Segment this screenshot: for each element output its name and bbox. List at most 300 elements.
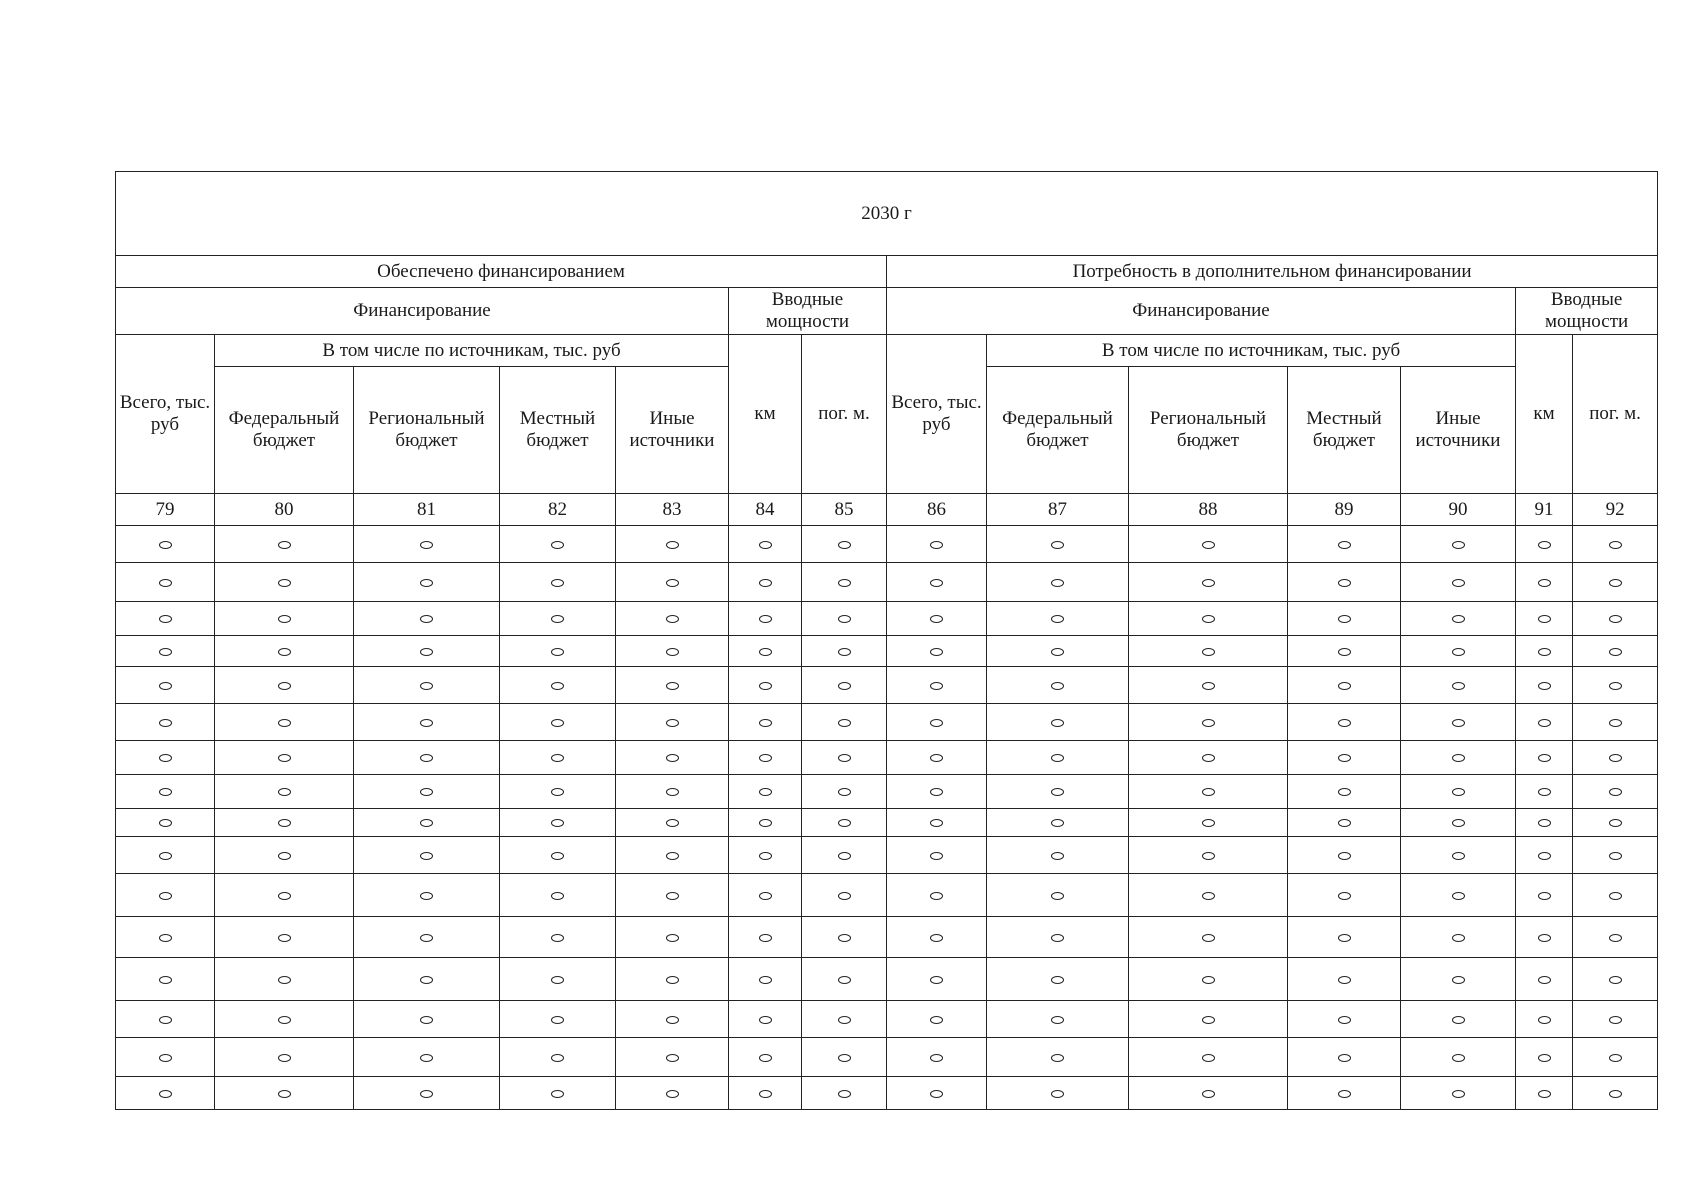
o-mark-icon bbox=[420, 819, 433, 827]
o-mark-icon bbox=[551, 682, 564, 690]
o-mark-icon bbox=[666, 719, 679, 727]
o-mark-icon bbox=[1609, 892, 1622, 900]
o-mark-icon bbox=[159, 682, 172, 690]
table-cell bbox=[215, 917, 354, 958]
table-cell bbox=[1401, 874, 1516, 917]
o-mark-icon bbox=[1609, 682, 1622, 690]
o-mark-icon bbox=[1538, 719, 1551, 727]
o-mark-icon bbox=[1202, 615, 1215, 623]
financing-table bbox=[115, 171, 1658, 1110]
o-mark-icon bbox=[1452, 788, 1465, 796]
table-cell bbox=[354, 563, 500, 602]
table-cell bbox=[1401, 741, 1516, 775]
table-cell bbox=[500, 526, 616, 563]
table-cell bbox=[1288, 874, 1401, 917]
table-cell bbox=[802, 1001, 887, 1038]
table-cell bbox=[1516, 741, 1573, 775]
table-cell bbox=[500, 741, 616, 775]
table-cell bbox=[729, 874, 802, 917]
table-row bbox=[116, 958, 1658, 1001]
o-mark-icon bbox=[1452, 754, 1465, 762]
table-cell bbox=[887, 636, 987, 667]
o-mark-icon bbox=[759, 1090, 772, 1098]
column-number: 89 bbox=[1288, 494, 1401, 526]
table-cell bbox=[215, 775, 354, 809]
col-regional-left: Региональный бюджет bbox=[354, 367, 500, 494]
table-cell bbox=[116, 1077, 215, 1110]
o-mark-icon bbox=[838, 541, 851, 549]
o-mark-icon bbox=[838, 852, 851, 860]
o-mark-icon bbox=[759, 852, 772, 860]
table-cell bbox=[354, 636, 500, 667]
table-cell bbox=[215, 809, 354, 837]
table-cell bbox=[1288, 1077, 1401, 1110]
table-cell bbox=[987, 602, 1129, 636]
year-title: 2030 г bbox=[116, 172, 1658, 256]
table-cell bbox=[1288, 837, 1401, 874]
table-cell bbox=[215, 636, 354, 667]
o-mark-icon bbox=[159, 1090, 172, 1098]
table-cell bbox=[500, 636, 616, 667]
table-cell bbox=[1573, 809, 1658, 837]
table-cell bbox=[1129, 917, 1288, 958]
o-mark-icon bbox=[1338, 541, 1351, 549]
col-local-right: Местный бюджет bbox=[1288, 367, 1401, 494]
table-row bbox=[116, 917, 1658, 958]
table-cell bbox=[1573, 636, 1658, 667]
column-number: 80 bbox=[215, 494, 354, 526]
table-cell bbox=[1401, 917, 1516, 958]
table-cell bbox=[887, 602, 987, 636]
capacity-header-right: Вводные мощности bbox=[1516, 288, 1658, 335]
table-cell bbox=[1129, 874, 1288, 917]
table-cell bbox=[887, 809, 987, 837]
o-mark-icon bbox=[1051, 1054, 1064, 1062]
o-mark-icon bbox=[666, 934, 679, 942]
col-local-left: Местный бюджет bbox=[500, 367, 616, 494]
table-cell bbox=[887, 775, 987, 809]
table-cell bbox=[729, 563, 802, 602]
table-cell bbox=[1288, 602, 1401, 636]
table-cell bbox=[802, 958, 887, 1001]
o-mark-icon bbox=[838, 892, 851, 900]
table-cell bbox=[116, 775, 215, 809]
table-cell bbox=[616, 874, 729, 917]
o-mark-icon bbox=[1051, 934, 1064, 942]
table-cell bbox=[215, 602, 354, 636]
table-cell bbox=[1288, 563, 1401, 602]
o-mark-icon bbox=[1051, 648, 1064, 656]
o-mark-icon bbox=[1338, 788, 1351, 796]
table-cell bbox=[354, 917, 500, 958]
o-mark-icon bbox=[278, 1016, 291, 1024]
o-mark-icon bbox=[1452, 648, 1465, 656]
o-mark-icon bbox=[1538, 1016, 1551, 1024]
col-km-right: км bbox=[1516, 335, 1573, 494]
o-mark-icon bbox=[1338, 579, 1351, 587]
table-cell bbox=[802, 602, 887, 636]
table-row bbox=[116, 563, 1658, 602]
o-mark-icon bbox=[1609, 579, 1622, 587]
table-cell bbox=[354, 667, 500, 704]
o-mark-icon bbox=[159, 1054, 172, 1062]
table-cell bbox=[1516, 874, 1573, 917]
o-mark-icon bbox=[1338, 976, 1351, 984]
table-row bbox=[116, 809, 1658, 837]
table-cell bbox=[802, 563, 887, 602]
col-pogm-left: пог. м. bbox=[802, 335, 887, 494]
table-cell bbox=[500, 667, 616, 704]
table-cell bbox=[1129, 1001, 1288, 1038]
table-cell bbox=[1401, 704, 1516, 741]
table-cell bbox=[354, 1038, 500, 1077]
table-cell bbox=[616, 563, 729, 602]
column-number: 85 bbox=[802, 494, 887, 526]
table-cell bbox=[802, 809, 887, 837]
o-mark-icon bbox=[1338, 1016, 1351, 1024]
o-mark-icon bbox=[420, 615, 433, 623]
o-mark-icon bbox=[1338, 648, 1351, 656]
o-mark-icon bbox=[159, 892, 172, 900]
table-cell bbox=[1401, 1001, 1516, 1038]
o-mark-icon bbox=[1338, 682, 1351, 690]
table-cell bbox=[987, 667, 1129, 704]
o-mark-icon bbox=[666, 579, 679, 587]
table-cell bbox=[616, 809, 729, 837]
table-row bbox=[116, 667, 1658, 704]
o-mark-icon bbox=[551, 819, 564, 827]
o-mark-icon bbox=[759, 579, 772, 587]
table-cell bbox=[1129, 958, 1288, 1001]
table-cell bbox=[1516, 667, 1573, 704]
column-number: 79 bbox=[116, 494, 215, 526]
table-cell bbox=[616, 1038, 729, 1077]
table-cell bbox=[1401, 667, 1516, 704]
o-mark-icon bbox=[551, 852, 564, 860]
table-cell bbox=[1288, 526, 1401, 563]
o-mark-icon bbox=[159, 615, 172, 623]
table-cell bbox=[729, 667, 802, 704]
table-cell bbox=[729, 602, 802, 636]
table-row bbox=[116, 602, 1658, 636]
o-mark-icon bbox=[1538, 819, 1551, 827]
table-cell bbox=[887, 667, 987, 704]
o-mark-icon bbox=[666, 648, 679, 656]
o-mark-icon bbox=[1338, 852, 1351, 860]
o-mark-icon bbox=[420, 976, 433, 984]
table-cell bbox=[1288, 775, 1401, 809]
table-cell bbox=[802, 775, 887, 809]
table-cell bbox=[802, 526, 887, 563]
col-total-right: Всего, тыс. руб bbox=[887, 335, 987, 494]
table-cell bbox=[616, 775, 729, 809]
table-cell bbox=[987, 958, 1129, 1001]
table-cell bbox=[1129, 741, 1288, 775]
table-cell bbox=[987, 563, 1129, 602]
col-other-left: Иные источники bbox=[616, 367, 729, 494]
col-other-right: Иные источники bbox=[1401, 367, 1516, 494]
table-cell bbox=[500, 809, 616, 837]
table-cell bbox=[1288, 917, 1401, 958]
table-cell bbox=[500, 704, 616, 741]
o-mark-icon bbox=[278, 579, 291, 587]
table-cell bbox=[729, 917, 802, 958]
table-cell bbox=[987, 874, 1129, 917]
table-cell bbox=[887, 741, 987, 775]
table-cell bbox=[500, 874, 616, 917]
o-mark-icon bbox=[551, 934, 564, 942]
table-cell bbox=[116, 602, 215, 636]
o-mark-icon bbox=[420, 648, 433, 656]
o-mark-icon bbox=[666, 819, 679, 827]
o-mark-icon bbox=[930, 754, 943, 762]
table-cell bbox=[1573, 602, 1658, 636]
o-mark-icon bbox=[930, 719, 943, 727]
table-cell bbox=[1288, 704, 1401, 741]
col-total-left: Всего, тыс. руб bbox=[116, 335, 215, 494]
table-cell bbox=[1288, 809, 1401, 837]
o-mark-icon bbox=[838, 648, 851, 656]
table-cell bbox=[116, 526, 215, 563]
o-mark-icon bbox=[930, 682, 943, 690]
table-cell bbox=[887, 958, 987, 1001]
table-row bbox=[116, 704, 1658, 741]
o-mark-icon bbox=[1538, 754, 1551, 762]
table-cell bbox=[500, 1077, 616, 1110]
col-federal-left: Федеральный бюджет bbox=[215, 367, 354, 494]
o-mark-icon bbox=[838, 579, 851, 587]
o-mark-icon bbox=[1338, 1090, 1351, 1098]
o-mark-icon bbox=[1538, 1090, 1551, 1098]
o-mark-icon bbox=[838, 934, 851, 942]
table-cell bbox=[616, 667, 729, 704]
table-cell bbox=[1573, 874, 1658, 917]
table-cell bbox=[1516, 1077, 1573, 1110]
o-mark-icon bbox=[1609, 934, 1622, 942]
table-cell bbox=[987, 741, 1129, 775]
table-cell bbox=[616, 837, 729, 874]
o-mark-icon bbox=[1538, 541, 1551, 549]
table-cell bbox=[729, 775, 802, 809]
o-mark-icon bbox=[159, 852, 172, 860]
o-mark-icon bbox=[1452, 1016, 1465, 1024]
o-mark-icon bbox=[1609, 719, 1622, 727]
table-cell bbox=[1129, 667, 1288, 704]
o-mark-icon bbox=[930, 579, 943, 587]
o-mark-icon bbox=[1202, 541, 1215, 549]
table-cell bbox=[1573, 704, 1658, 741]
table-cell bbox=[1288, 636, 1401, 667]
table-cell bbox=[1516, 775, 1573, 809]
table-cell bbox=[1516, 917, 1573, 958]
table-cell bbox=[887, 1038, 987, 1077]
table-cell bbox=[987, 704, 1129, 741]
table-cell bbox=[1401, 775, 1516, 809]
o-mark-icon bbox=[551, 648, 564, 656]
o-mark-icon bbox=[420, 754, 433, 762]
o-mark-icon bbox=[759, 682, 772, 690]
o-mark-icon bbox=[278, 934, 291, 942]
table-cell bbox=[215, 741, 354, 775]
by-sources-header-right: В том числе по источникам, тыс. руб bbox=[987, 335, 1516, 367]
table-cell bbox=[354, 526, 500, 563]
table-row bbox=[116, 1001, 1658, 1038]
table-cell bbox=[1288, 958, 1401, 1001]
o-mark-icon bbox=[1051, 682, 1064, 690]
table-cell bbox=[1129, 1038, 1288, 1077]
table-cell bbox=[1573, 1077, 1658, 1110]
o-mark-icon bbox=[551, 892, 564, 900]
table-cell bbox=[116, 837, 215, 874]
o-mark-icon bbox=[759, 892, 772, 900]
table-cell bbox=[987, 775, 1129, 809]
o-mark-icon bbox=[838, 1016, 851, 1024]
table-cell bbox=[616, 704, 729, 741]
o-mark-icon bbox=[930, 1090, 943, 1098]
o-mark-icon bbox=[1452, 615, 1465, 623]
table-cell bbox=[500, 1001, 616, 1038]
o-mark-icon bbox=[551, 788, 564, 796]
o-mark-icon bbox=[1609, 1090, 1622, 1098]
o-mark-icon bbox=[930, 976, 943, 984]
o-mark-icon bbox=[1538, 682, 1551, 690]
col-pogm-right: пог. м. bbox=[1573, 335, 1658, 494]
table-cell bbox=[729, 526, 802, 563]
table-row bbox=[116, 636, 1658, 667]
o-mark-icon bbox=[1051, 976, 1064, 984]
column-number: 86 bbox=[887, 494, 987, 526]
o-mark-icon bbox=[551, 579, 564, 587]
table-cell bbox=[215, 1001, 354, 1038]
table-cell bbox=[215, 563, 354, 602]
table-cell bbox=[1516, 602, 1573, 636]
o-mark-icon bbox=[1051, 788, 1064, 796]
o-mark-icon bbox=[759, 934, 772, 942]
financing-header-left: Финансирование bbox=[116, 288, 729, 335]
table-cell bbox=[802, 837, 887, 874]
capacity-header-left: Вводные мощности bbox=[729, 288, 887, 335]
o-mark-icon bbox=[838, 788, 851, 796]
o-mark-icon bbox=[420, 788, 433, 796]
o-mark-icon bbox=[930, 852, 943, 860]
table-cell bbox=[116, 636, 215, 667]
o-mark-icon bbox=[930, 1054, 943, 1062]
o-mark-icon bbox=[1202, 934, 1215, 942]
o-mark-icon bbox=[159, 754, 172, 762]
o-mark-icon bbox=[278, 892, 291, 900]
table-cell bbox=[1401, 809, 1516, 837]
o-mark-icon bbox=[759, 1054, 772, 1062]
o-mark-icon bbox=[930, 541, 943, 549]
table-cell bbox=[500, 837, 616, 874]
o-mark-icon bbox=[278, 1054, 291, 1062]
o-mark-icon bbox=[1051, 819, 1064, 827]
o-mark-icon bbox=[759, 788, 772, 796]
table-cell bbox=[1401, 602, 1516, 636]
table-cell bbox=[616, 636, 729, 667]
table-cell bbox=[729, 1077, 802, 1110]
o-mark-icon bbox=[1609, 976, 1622, 984]
table-cell bbox=[802, 1038, 887, 1077]
table-cell bbox=[215, 837, 354, 874]
table-cell bbox=[1288, 741, 1401, 775]
table-cell bbox=[1573, 917, 1658, 958]
table-cell bbox=[1401, 526, 1516, 563]
table-cell bbox=[1129, 775, 1288, 809]
table-row bbox=[116, 1038, 1658, 1077]
table-cell bbox=[987, 809, 1129, 837]
table-cell bbox=[802, 874, 887, 917]
table-cell bbox=[616, 1077, 729, 1110]
table-cell bbox=[987, 1077, 1129, 1110]
table-cell bbox=[987, 917, 1129, 958]
o-mark-icon bbox=[759, 754, 772, 762]
table-cell bbox=[887, 1001, 987, 1038]
table-cell bbox=[1401, 1038, 1516, 1077]
table-cell bbox=[887, 917, 987, 958]
o-mark-icon bbox=[666, 1090, 679, 1098]
table-cell bbox=[987, 526, 1129, 563]
table-cell bbox=[802, 741, 887, 775]
table-cell bbox=[354, 837, 500, 874]
table-cell bbox=[887, 704, 987, 741]
col-km-left: км bbox=[729, 335, 802, 494]
table-cell bbox=[887, 874, 987, 917]
table-cell bbox=[116, 1038, 215, 1077]
o-mark-icon bbox=[1338, 615, 1351, 623]
column-number-row bbox=[116, 494, 1658, 526]
table-cell bbox=[1573, 775, 1658, 809]
table-cell bbox=[1129, 636, 1288, 667]
table-cell bbox=[1288, 1001, 1401, 1038]
o-mark-icon bbox=[420, 852, 433, 860]
o-mark-icon bbox=[666, 754, 679, 762]
o-mark-icon bbox=[551, 1016, 564, 1024]
table-cell bbox=[1573, 526, 1658, 563]
o-mark-icon bbox=[1452, 682, 1465, 690]
table-cell bbox=[802, 917, 887, 958]
o-mark-icon bbox=[1538, 1054, 1551, 1062]
o-mark-icon bbox=[1609, 648, 1622, 656]
table-cell bbox=[1516, 526, 1573, 563]
o-mark-icon bbox=[420, 719, 433, 727]
table-cell bbox=[215, 526, 354, 563]
table-row bbox=[116, 526, 1658, 563]
table-cell bbox=[116, 1001, 215, 1038]
table-cell bbox=[215, 704, 354, 741]
table-cell bbox=[1401, 1077, 1516, 1110]
o-mark-icon bbox=[666, 682, 679, 690]
table-cell bbox=[1573, 667, 1658, 704]
table-cell bbox=[987, 837, 1129, 874]
table-cell bbox=[354, 874, 500, 917]
table-cell bbox=[354, 809, 500, 837]
o-mark-icon bbox=[420, 579, 433, 587]
o-mark-icon bbox=[1452, 719, 1465, 727]
o-mark-icon bbox=[759, 648, 772, 656]
table-cell bbox=[887, 1077, 987, 1110]
table-cell bbox=[500, 1038, 616, 1077]
o-mark-icon bbox=[1452, 819, 1465, 827]
table-cell bbox=[1129, 1077, 1288, 1110]
o-mark-icon bbox=[1202, 1090, 1215, 1098]
o-mark-icon bbox=[1538, 976, 1551, 984]
o-mark-icon bbox=[1338, 819, 1351, 827]
table-cell bbox=[1516, 1038, 1573, 1077]
o-mark-icon bbox=[1538, 934, 1551, 942]
o-mark-icon bbox=[278, 754, 291, 762]
table-cell bbox=[802, 1077, 887, 1110]
